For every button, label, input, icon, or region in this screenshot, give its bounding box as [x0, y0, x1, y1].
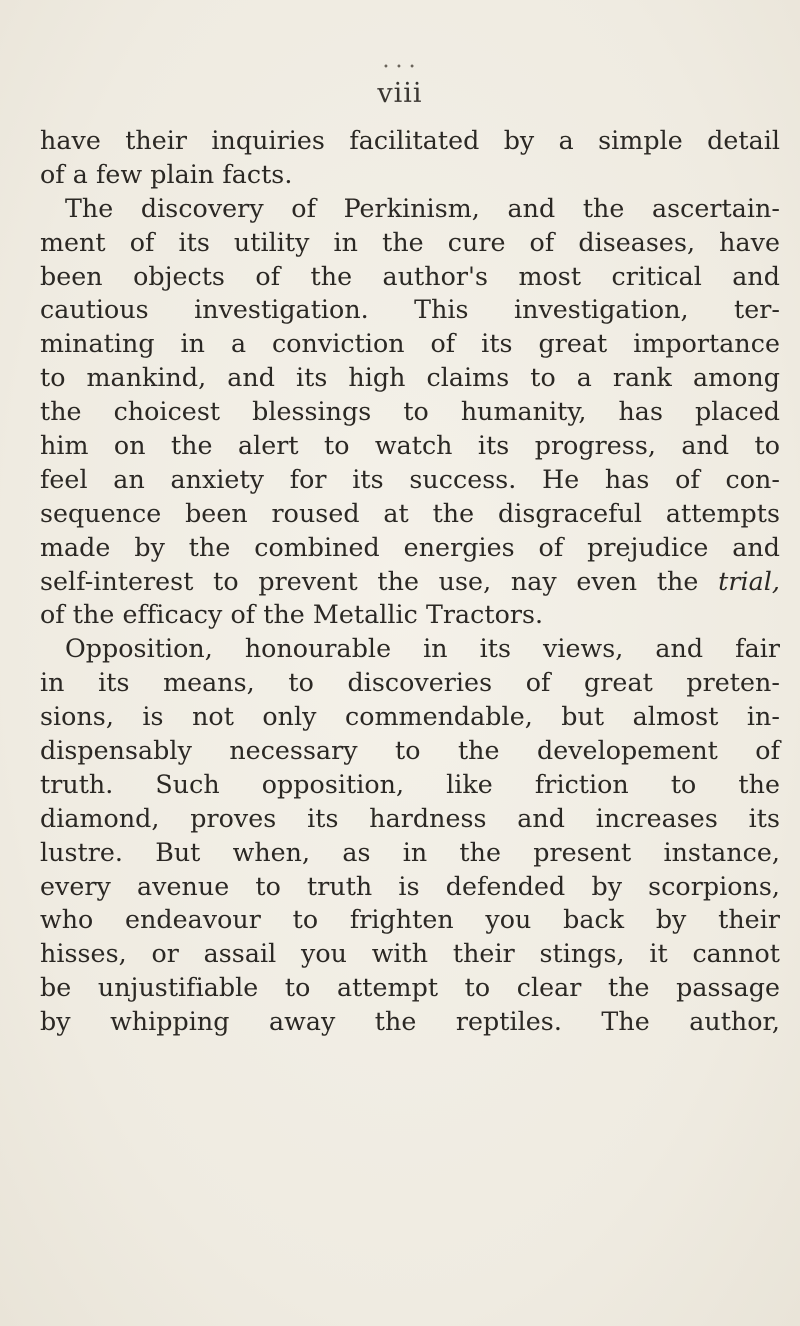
text-line: cautious investigation. This investigation, ter- — [40, 295, 780, 325]
text-line: of the efficacy of the Metallic Tractors. — [40, 600, 544, 630]
text-line: hisses, or assail you with their stings, it cannot — [40, 939, 780, 969]
text-line: lustre. But when, as in the present instance, — [40, 837, 780, 867]
text-line: made by the combined energies of prejudice and — [40, 532, 780, 562]
text-line: every avenue to truth is defended by scorpions, — [40, 871, 780, 901]
text-line: of a few plain facts. — [40, 159, 293, 189]
text-line: by whipping away the reptiles. The author, — [40, 1007, 780, 1037]
text-line: him on the alert to watch its progress, and to — [40, 431, 780, 461]
text-line-with-italic — [40, 565, 780, 599]
paragraph-start-line: Opposition, honourable in its views, and fair — [65, 634, 780, 664]
text-line: be unjustifiable to attempt to clear the passage — [40, 973, 780, 1003]
text-line: feel an anxiety for its success. He has of con- — [40, 464, 780, 494]
text-line: dispensably necessary to the developement of — [40, 736, 780, 766]
italic-word: trial, — [718, 566, 781, 596]
text-line: in its means, to discoveries of great preten- — [40, 668, 780, 698]
text-line: sions, is not only commendable, but almost in- — [40, 702, 780, 732]
text-line: truth. Such opposition, like friction to the — [40, 769, 780, 799]
text-line: the choicest blessings to humanity, has placed — [40, 397, 780, 427]
text-line: have their inquiries facilitated by a simple detail — [40, 126, 780, 155]
text-line: minating in a conviction of its great importance — [40, 329, 780, 359]
page-ornament: • • • — [382, 62, 418, 73]
body-text — [40, 124, 780, 1039]
text-line: who endeavour to frighten you back by their — [40, 905, 780, 935]
text-line: sequence been roused at the disgraceful attempts — [40, 498, 780, 528]
text-line: diamond, proves its hardness and increases its — [40, 803, 780, 833]
text-line: to mankind, and its high claims to a rank among — [40, 363, 780, 393]
text-line: been objects of the author's most critical and — [40, 261, 780, 291]
page-number: viii — [377, 78, 423, 109]
text-line: ment of its utility in the cure of diseases, have — [40, 227, 780, 257]
paragraph-start-line: The discovery of Perkinism, and the ascertain- — [65, 193, 780, 223]
text-fragment: self-interest to prevent the use, nay even the — [40, 566, 699, 596]
